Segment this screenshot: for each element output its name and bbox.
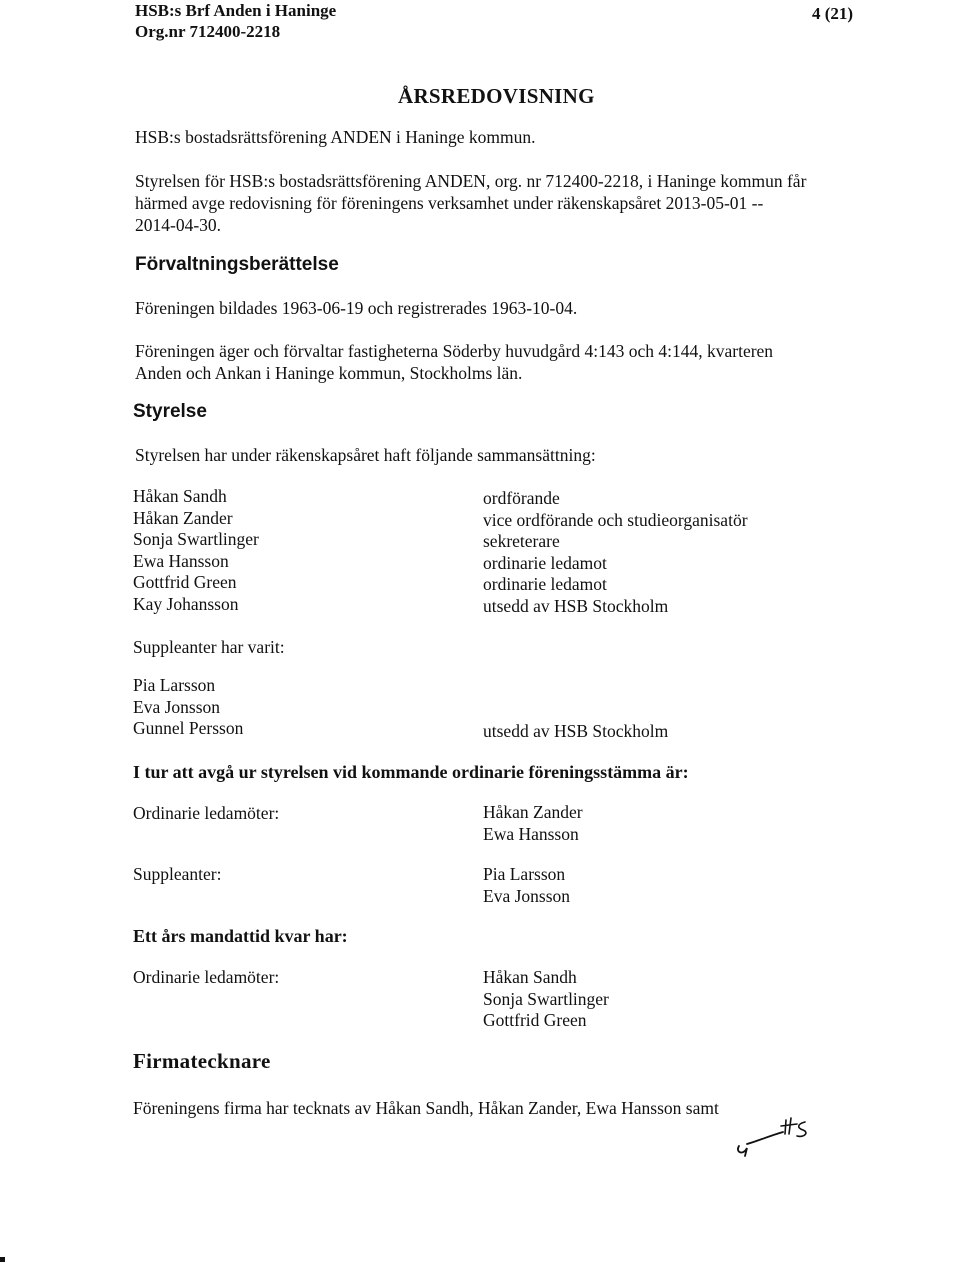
org-number: Org.nr 712400-2218 (135, 22, 281, 41)
board-roles-column (483, 488, 748, 618)
suppleant-name: Gunnel Persson (133, 718, 244, 739)
intro-para-line-1: Styrelsen för HSB:s bostadsrättsförening ANDEN, org. nr 712400-2218, i Haninge kommun får (135, 171, 807, 191)
board-member-name: Gottfrid Green (133, 572, 237, 593)
suppleanter-label: Suppleanter: (133, 864, 222, 884)
avgaende-suppleant-name: Pia Larsson (483, 864, 566, 884)
suppleanter-names-column (133, 675, 243, 740)
ager-text-line-2: Anden och Ankan i Haninge kommun, Stockholms län. (135, 363, 523, 383)
suppleant-name: Pia Larsson (133, 675, 216, 695)
section-heading-firmatecknare: Firmatecknare (133, 1049, 271, 1073)
ordinarie-label: Ordinarie ledamöter: (133, 803, 280, 823)
board-member-name: Kay Johansson (133, 593, 239, 614)
board-member-name: Håkan Zander (133, 507, 233, 528)
styrelse-intro: Styrelsen har under räkenskapsåret haft följande sammansättning: (135, 445, 596, 465)
page-number: 4 (21) (812, 4, 854, 23)
intro-para-line-2: härmed avge redovisning för föreningens verksamhet under räkenskapsåret 2013-05-01 -- (135, 193, 764, 213)
avgaende-ordinarie-name: Håkan Zander (483, 802, 583, 822)
firmatecknare-text: Föreningens firma har tecknats av Håkan Sandh, Håkan Zander, Ewa Hansson samt (133, 1098, 719, 1118)
ager-text-line-1: Föreningen äger och förvaltar fastigheterna Söderby huvudgård 4:143 och 4:144, kvarteren (135, 341, 774, 361)
ett-ars-ordinarie-name: Gottfrid Green (483, 1010, 587, 1031)
handwritten-initials-signature (733, 1108, 813, 1160)
board-member-role: utsedd av HSB Stockholm (483, 595, 669, 616)
intro-para-line-3: 2014-04-30. (135, 215, 222, 235)
board-member-role: ordförande (483, 488, 560, 508)
suppleanter-heading: Suppleanter har varit: (133, 637, 285, 657)
tur-att-avga-heading: I tur att avgå ur styrelsen vid kommande ordinarie föreningsstämma är: (133, 762, 689, 782)
suppleant-name: Eva Jonsson (133, 696, 221, 717)
avgaende-ordinarie-list (483, 802, 583, 845)
board-member-name: Sonja Swartlinger (133, 529, 259, 550)
avgaende-suppleanter-list (483, 864, 570, 907)
org-name: HSB:s Brf Anden i Haninge (135, 1, 337, 20)
intro-line: HSB:s bostadsrättsförening ANDEN i Haninge kommun. (135, 127, 536, 147)
suppleant-role: utsedd av HSB Stockholm (483, 721, 669, 741)
section-heading-styrelse: Styrelse (133, 401, 207, 422)
board-member-name: Håkan Sandh (133, 486, 227, 506)
board-names-column (133, 486, 259, 616)
board-member-role: ordinarie ledamot (483, 574, 607, 595)
ett-ars-heading: Ett års mandattid kvar har: (133, 926, 348, 946)
board-member-role: sekreterare (483, 531, 560, 552)
ett-ars-ordinarie-name: Sonja Swartlinger (483, 988, 609, 1009)
ett-ars-ordinarie-label: Ordinarie ledamöter: (133, 967, 280, 987)
scan-mark (0, 1257, 5, 1262)
document-title: ÅRSREDOVISNING (398, 84, 595, 108)
section-heading-forvaltning: Förvaltningsberättelse (135, 254, 339, 275)
bildades-text: Föreningen bildades 1963-06-19 och registrerades 1963-10-04. (135, 298, 578, 318)
avgaende-ordinarie-name: Ewa Hansson (483, 823, 579, 844)
board-member-name: Ewa Hansson (133, 550, 229, 571)
avgaende-suppleant-name: Eva Jonsson (483, 885, 571, 906)
ett-ars-ordinarie-list (483, 967, 609, 1032)
ett-ars-ordinarie-name: Håkan Sandh (483, 967, 577, 987)
board-member-role: vice ordförande och studieorganisatör (483, 509, 748, 530)
board-member-role: ordinarie ledamot (483, 552, 607, 573)
